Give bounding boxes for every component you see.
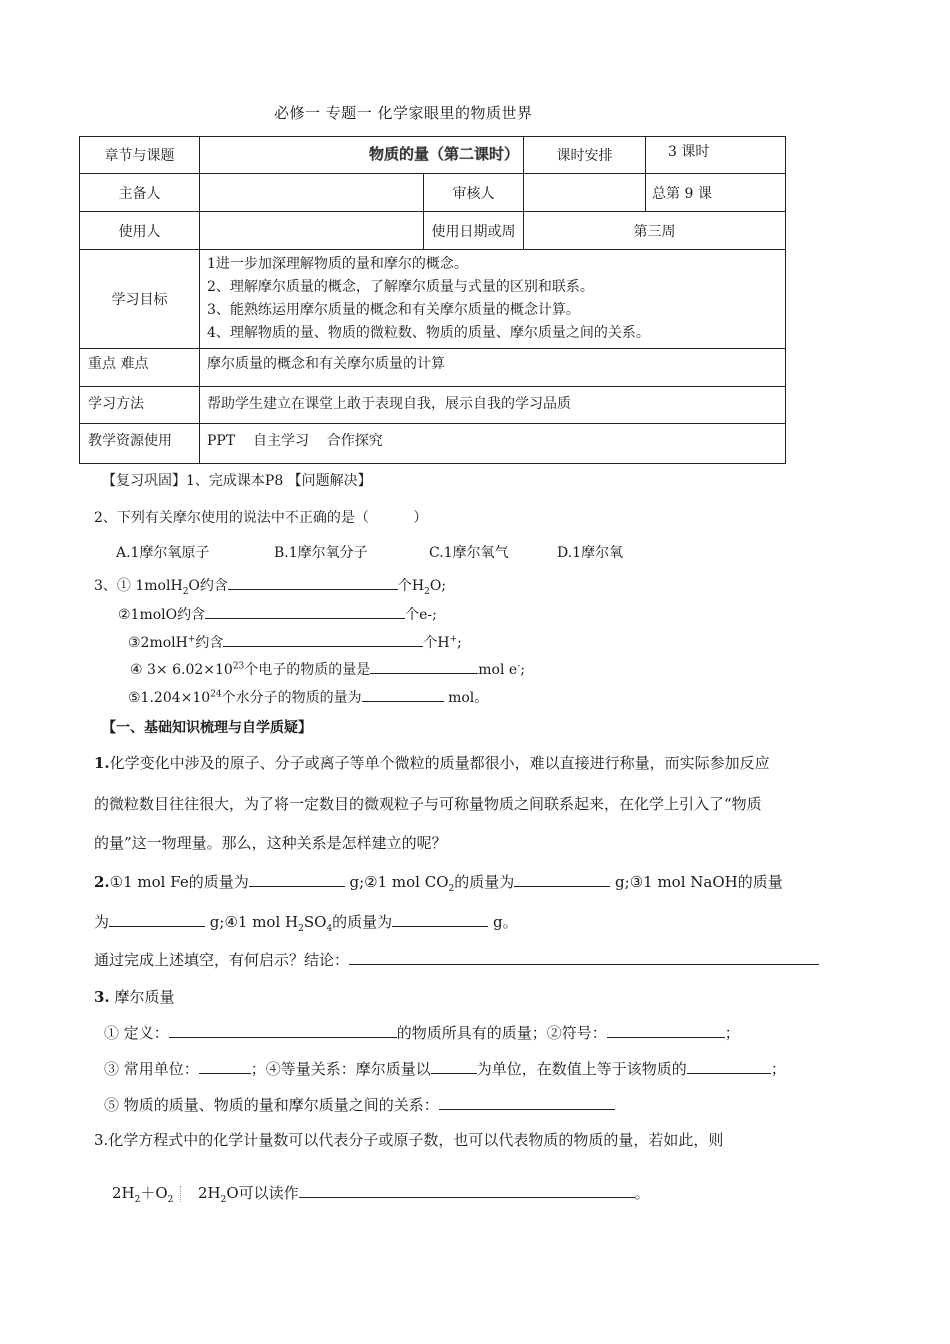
blank[interactable] — [514, 872, 610, 887]
reviewer-value — [524, 174, 646, 212]
question-3-2: ②1molO约含 个e-; — [118, 604, 437, 624]
goal-item: 3、能熟练运用摩尔质量的概念和有关摩尔质量的概念计算。 — [207, 302, 580, 318]
conclusion-blank[interactable] — [349, 950, 819, 965]
blank[interactable] — [439, 1095, 615, 1110]
option-c: C.1摩尔氧气 — [429, 545, 509, 561]
date-label: 使用日期或周 — [424, 212, 524, 250]
blank[interactable] — [169, 1023, 397, 1038]
paragraph-1-line-2: 的微粒数目往往很大，为了将一定数目的微观粒子与可称量物质之间联系起来，在化学上引入了“物质 — [94, 795, 762, 813]
blank[interactable] — [109, 912, 205, 927]
section-1-heading: 【一、基础知识梳理与自学质疑】 — [102, 720, 312, 736]
blank[interactable] — [607, 1023, 725, 1038]
method-label: 学习方法 — [80, 387, 200, 424]
blank[interactable] — [228, 575, 398, 590]
goal-item: 4、理解物质的量、物质的微粒数、物质的质量、摩尔质量之间的关系。 — [207, 325, 650, 341]
lesson-title-cell — [200, 137, 524, 174]
paragraph-2-line-1: 2.①1 mol Fe的质量为 g;②1 mol $CO_2$的质量为 g;③1 mol NaOH的质量 — [94, 873, 783, 894]
reviewer-label: 审核人 — [424, 174, 524, 212]
question-3-4: ④ $3\times 6.02\times 10^{23}$个电子的物质的量是 mol e-; — [130, 659, 525, 679]
goals-label: 学习目标 — [80, 250, 200, 349]
blank[interactable] — [199, 1059, 251, 1074]
schedule-label: 课时安排 — [524, 137, 646, 174]
goal-item: 1进一步加深理解物质的量和摩尔的概念。 — [207, 256, 468, 272]
molar-mass-definition: ① 定义： 的物质所具有的质量；②符号： ； — [104, 1024, 740, 1042]
preparer-label: 主备人 — [80, 174, 200, 212]
equation-line: $2H_2+O_2$ $2H_2O$可以读作 。 — [112, 1184, 650, 1205]
key-value: 摩尔质量的概念和有关摩尔质量的计算 — [200, 349, 786, 387]
method-value: 帮助学生建立在课堂上敢于表现自我，展示自我的学习品质 — [200, 387, 786, 424]
reaction-condition-mark — [180, 1186, 191, 1202]
option-b: B.1摩尔氧分子 — [274, 545, 368, 561]
blank[interactable] — [205, 604, 405, 619]
question-2: 2、下列有关摩尔使用的说法中不正确的是（ ） — [94, 510, 428, 526]
blank[interactable] — [223, 632, 423, 647]
goals-list — [200, 250, 786, 349]
total-lesson: 总第 9 课 — [646, 174, 786, 212]
blank[interactable] — [392, 912, 488, 927]
lesson-info-table — [79, 136, 786, 464]
blank[interactable] — [362, 687, 444, 702]
blank[interactable] — [687, 1059, 771, 1074]
molar-mass-unit: ③ 常用单位： ；④等量关系：摩尔质量以 为单位，在数值上等于该物质的 ； — [104, 1060, 786, 1078]
question-3-5: $⑤1.204\times 10^{24}$个水分子的物质的量为 mol。 — [128, 687, 488, 707]
molar-mass-relation: ⑤ 物质的质量、物质的量和摩尔质量之间的关系： — [104, 1094, 615, 1115]
user-value — [200, 212, 424, 250]
schedule-value: 3 课时 — [646, 137, 786, 174]
key-label: 重点 难点 — [80, 349, 200, 387]
goal-item: 2、理解摩尔质量的概念，了解摩尔质量与式量的区别和联系。 — [207, 279, 594, 295]
paragraph-1-line-3: 的量”这一物理量。那么，这种关系是怎样建立的呢？ — [94, 834, 447, 852]
molar-mass-heading: 3. 摩尔质量 — [94, 988, 175, 1006]
conclusion-line: 通过完成上述填空，有何启示？结论： — [94, 949, 819, 970]
page-header-title: 必修一 专题一 化学家眼里的物质世界 — [274, 104, 533, 122]
week-value: 第三周 — [524, 212, 786, 250]
resource-value: PPT 自主学习 合作探究 — [200, 424, 786, 464]
blank[interactable] — [299, 1183, 635, 1198]
question-3-3: ③2molH+约含 个H+; — [128, 632, 462, 652]
review-heading: 【复习巩固】1、完成课本P8 【问题解决】 — [102, 473, 372, 489]
paragraph-2-line-2: 为 g;④1 mol $H_2SO_4$的质量为 g。 — [94, 913, 518, 934]
blank[interactable] — [431, 1059, 477, 1074]
user-label: 使用人 — [80, 212, 200, 250]
preparer-value — [200, 174, 424, 212]
question-3-1: 3、① 1molH$_2$O约含 个$H_2O$; — [94, 575, 446, 597]
resource-label: 教学资源使用 — [80, 424, 200, 464]
blank[interactable] — [249, 872, 345, 887]
option-d: D.1摩尔氧 — [557, 545, 624, 561]
paragraph-1-line-1: 1.化学变化中涉及的原子、分子或离子等单个微粒的质量都很小，难以直接进行称量，而实际参加反应 — [94, 754, 770, 772]
paragraph-4: 3.化学方程式中的化学计量数可以代表分子或原子数，也可以代表物质的物质的量，若如此，则 — [94, 1131, 724, 1149]
chapter-label: 章节与课题 — [80, 137, 200, 174]
blank[interactable] — [370, 659, 478, 674]
lesson-title: 物质的量（第二课时） — [365, 143, 523, 164]
option-a: A.1摩尔氧原子 — [116, 545, 210, 561]
